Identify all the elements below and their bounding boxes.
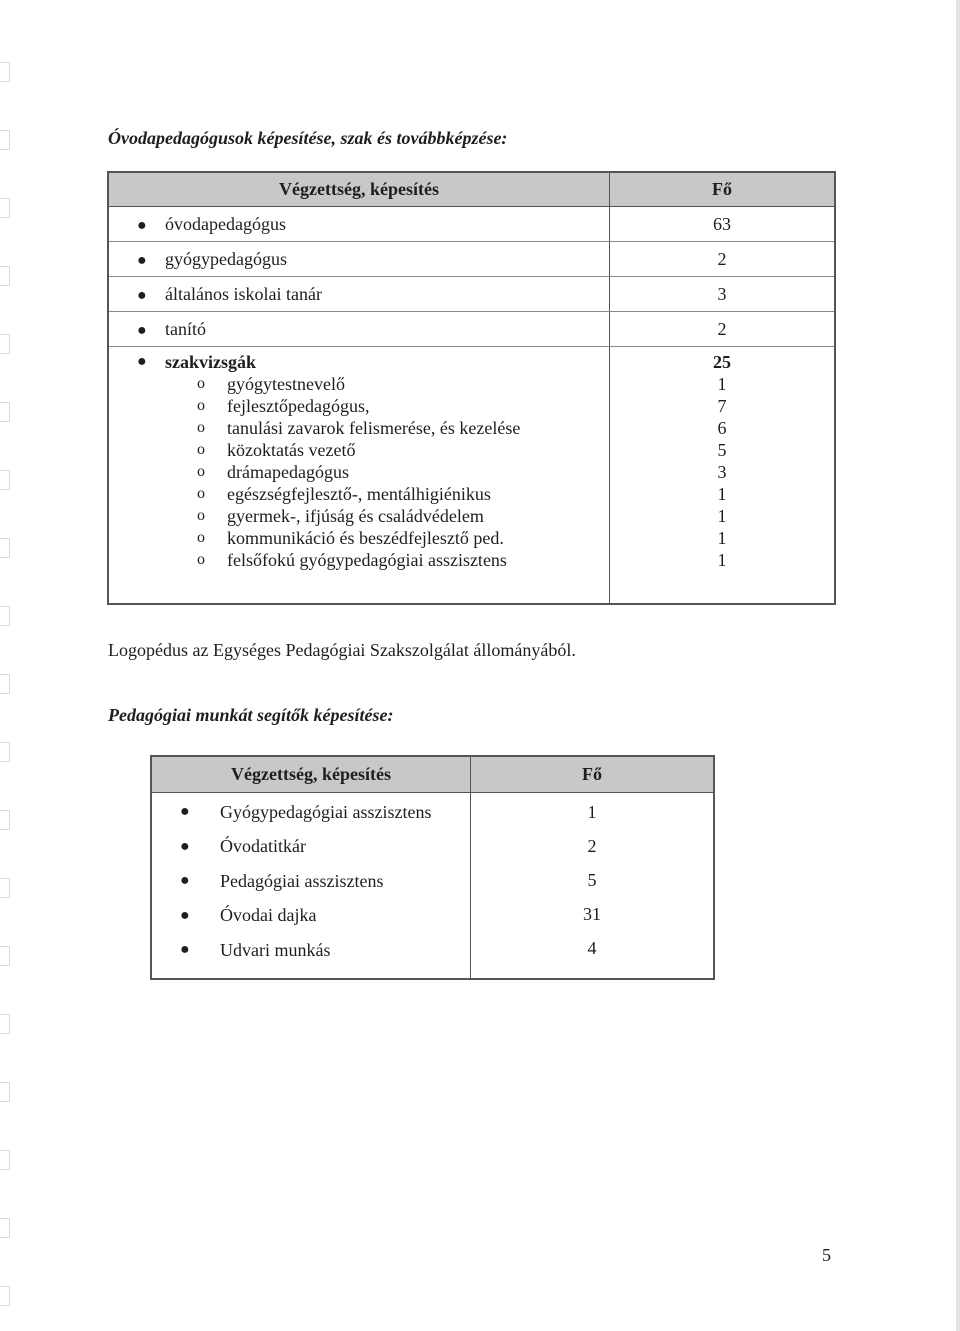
binding-mark bbox=[0, 1014, 10, 1034]
list-item bbox=[152, 830, 470, 865]
bullet-icon: ● bbox=[180, 906, 190, 924]
table-body-row bbox=[151, 793, 714, 979]
sub-list-item bbox=[109, 505, 609, 527]
circle-bullet-icon: o bbox=[197, 551, 205, 568]
section-heading-teachers: Óvodapedagógusok képesítése, szak és továbbképzése: bbox=[108, 128, 508, 148]
binding-mark bbox=[0, 742, 10, 762]
binding-mark bbox=[0, 130, 10, 150]
sub-item-value: 1 bbox=[717, 550, 727, 570]
binding-mark bbox=[0, 334, 10, 354]
sub-list-item bbox=[109, 395, 609, 417]
table-row bbox=[108, 242, 835, 277]
column-header-qualification: Végzettség, képesítés bbox=[108, 172, 610, 207]
binding-mark bbox=[0, 198, 10, 218]
list-item bbox=[152, 864, 470, 899]
row-value: 63 bbox=[610, 207, 836, 242]
circle-bullet-icon: o bbox=[197, 397, 205, 414]
bullet-icon: ● bbox=[137, 321, 147, 339]
group-total: 25 bbox=[713, 352, 731, 372]
sub-item-label: gyermek-, ifjúság és családvédelem bbox=[227, 505, 484, 526]
row-label-text: általános iskolai tanár bbox=[165, 283, 322, 304]
sub-item-value: 3 bbox=[717, 462, 727, 482]
assistant-qualifications-table bbox=[150, 755, 715, 980]
binding-mark bbox=[0, 1150, 10, 1170]
binding-mark bbox=[0, 266, 10, 286]
table-row bbox=[108, 312, 835, 347]
binding-mark bbox=[0, 606, 10, 626]
circle-bullet-icon: o bbox=[197, 485, 205, 502]
list-item-label: Óvodatitkár bbox=[220, 836, 306, 857]
sub-item-label: drámapedagógus bbox=[227, 461, 349, 482]
row-label bbox=[108, 207, 610, 242]
sub-item-value: 1 bbox=[717, 528, 727, 548]
sub-item-value: 6 bbox=[717, 418, 727, 438]
list-item bbox=[152, 933, 470, 968]
sub-item-value: 1 bbox=[717, 484, 727, 504]
sub-item-value: 7 bbox=[717, 396, 727, 416]
page-edge bbox=[956, 0, 960, 1331]
list-item-value: 4 bbox=[587, 937, 597, 958]
sub-item-label: gyógytestnevelő bbox=[227, 373, 345, 394]
list-item-label: Pedagógiai asszisztens bbox=[220, 870, 384, 891]
logopedist-note: Logopédus az Egységes Pedagógiai Szakszolgálat állományából. bbox=[108, 640, 576, 660]
bullet-icon: ● bbox=[180, 872, 190, 890]
circle-bullet-icon: o bbox=[197, 419, 205, 436]
bullet-icon: ● bbox=[180, 837, 190, 855]
teacher-qualifications-table bbox=[107, 171, 836, 605]
list-item-label: Gyógypedagógiai asszisztens bbox=[220, 801, 432, 822]
row-label bbox=[108, 277, 610, 312]
bullet-icon: ● bbox=[180, 803, 190, 821]
binding-mark bbox=[0, 810, 10, 830]
row-label-text: gyógypedagógus bbox=[165, 248, 287, 269]
sub-list-item bbox=[109, 439, 609, 461]
sub-item-label: kommunikáció és beszédfejlesztő ped. bbox=[227, 527, 504, 548]
list-item bbox=[152, 899, 470, 934]
list-item-value: 1 bbox=[587, 801, 597, 822]
table-row bbox=[108, 207, 835, 242]
circle-bullet-icon: o bbox=[197, 529, 205, 546]
list-item-value: 2 bbox=[587, 835, 597, 856]
list-item-value: 5 bbox=[587, 869, 597, 890]
bullet-icon: ● bbox=[137, 251, 147, 269]
sub-list-item bbox=[109, 461, 609, 483]
bullet-icon: ● bbox=[137, 286, 147, 304]
row-label bbox=[108, 312, 610, 347]
sub-item-label: egészségfejlesztő-, mentálhigiénikus bbox=[227, 483, 491, 504]
list-item bbox=[152, 795, 470, 830]
binding-mark bbox=[0, 538, 10, 558]
circle-bullet-icon: o bbox=[197, 375, 205, 392]
row-value: 2 bbox=[610, 312, 836, 347]
binding-mark bbox=[0, 946, 10, 966]
table-row bbox=[108, 277, 835, 312]
group-labels bbox=[108, 347, 610, 605]
binding-mark bbox=[0, 402, 10, 422]
sub-list-item bbox=[109, 549, 609, 571]
row-label-text: tanító bbox=[165, 318, 206, 339]
qualification-list bbox=[151, 793, 471, 979]
sub-list-item bbox=[109, 483, 609, 505]
bullet-icon: ● bbox=[137, 216, 147, 234]
sub-item-label: fejlesztőpedagógus, bbox=[227, 395, 370, 416]
section-heading-assistants: Pedagógiai munkát segítők képesítése: bbox=[108, 705, 394, 725]
sub-item-value: 1 bbox=[717, 506, 727, 526]
row-label-text: óvodapedagógus bbox=[165, 213, 286, 234]
row-value: 3 bbox=[610, 277, 836, 312]
binding-mark bbox=[0, 1218, 10, 1238]
bullet-icon: ● bbox=[137, 353, 147, 370]
column-header-count: Fő bbox=[610, 172, 836, 207]
circle-bullet-icon: o bbox=[197, 441, 205, 458]
count-list bbox=[471, 793, 715, 979]
row-value: 2 bbox=[610, 242, 836, 277]
binding-mark bbox=[0, 878, 10, 898]
sub-item-value: 5 bbox=[717, 440, 727, 460]
binding-mark bbox=[0, 1286, 10, 1306]
list-item-label: Udvari munkás bbox=[220, 939, 331, 960]
circle-bullet-icon: o bbox=[197, 463, 205, 480]
sub-item-label: felsőfokú gyógypedagógiai asszisztens bbox=[227, 549, 507, 570]
group-values bbox=[610, 347, 836, 605]
group-heading-text: szakvizsgák bbox=[165, 351, 257, 372]
spacer bbox=[152, 968, 470, 978]
sub-list-item bbox=[109, 373, 609, 395]
table-header-row bbox=[108, 172, 835, 207]
binding-mark bbox=[0, 674, 10, 694]
group-heading bbox=[109, 351, 609, 373]
column-header-count: Fő bbox=[471, 756, 715, 793]
sub-item-value: 1 bbox=[717, 374, 727, 394]
sub-list-item bbox=[109, 417, 609, 439]
sub-item-label: tanulási zavarok felismerése, és kezelése bbox=[227, 417, 521, 438]
binding-mark bbox=[0, 62, 10, 82]
column-header-qualification: Végzettség, képesítés bbox=[151, 756, 471, 793]
sub-list-item bbox=[109, 527, 609, 549]
binding-mark bbox=[0, 470, 10, 490]
list-item-label: Óvodai dajka bbox=[220, 905, 317, 926]
sub-item-label: közoktatás vezető bbox=[227, 439, 356, 460]
table-row-group bbox=[108, 347, 835, 605]
table-header-row bbox=[151, 756, 714, 793]
binding-mark bbox=[0, 1082, 10, 1102]
page-number: 5 bbox=[822, 1245, 831, 1265]
bullet-icon: ● bbox=[180, 941, 190, 959]
row-label bbox=[108, 242, 610, 277]
circle-bullet-icon: o bbox=[197, 507, 205, 524]
list-item-value: 31 bbox=[583, 903, 601, 924]
